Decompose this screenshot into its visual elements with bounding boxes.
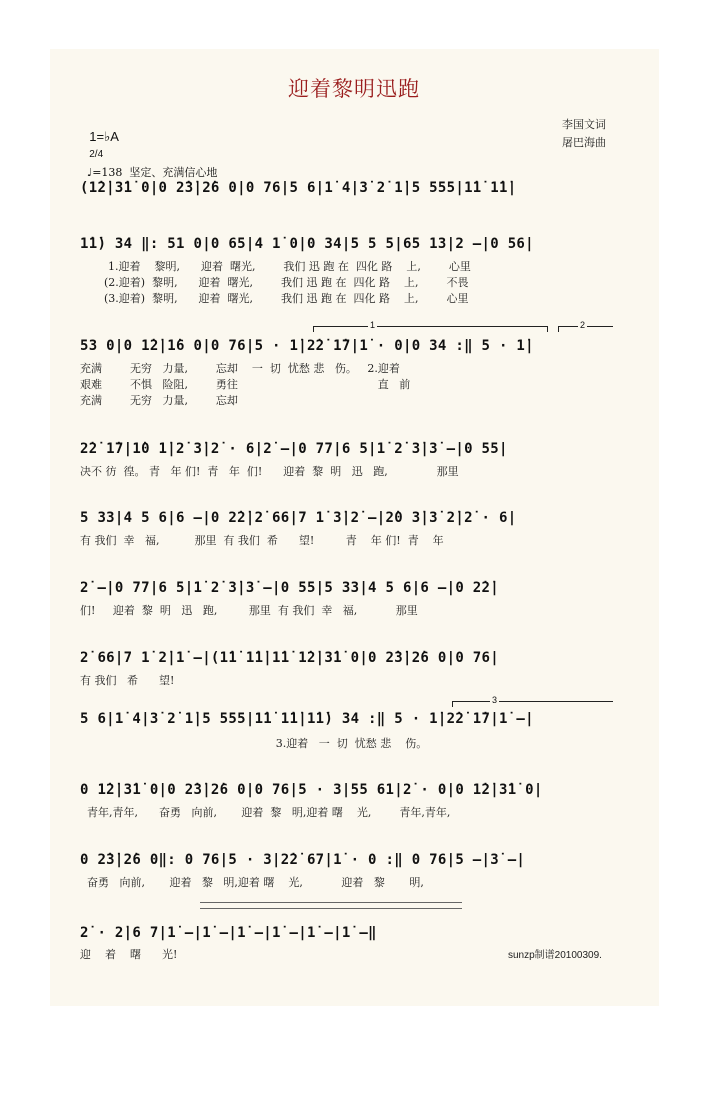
notation-line: 2̇2̇ 1̇7|1̇0 1̇|2̇ 3̇|2̇ · 6|2̇ –|0 77|6 5|1̇ 2̇ 3̇|3̇ –|0 55| [80,441,508,457]
crescendo-line [200,902,462,903]
lyric-line: 3.迎着 一 切 忧愁 悲 伤。 [80,737,428,750]
lyric-line: 有 我们 幸 福, 那里 有 我们 希 望! 青 年 们! 青 年 [80,534,444,547]
lyric-line: 充满 无穷 力量, 忘却 一 切 忧愁 悲 伤。 2.迎着 [80,362,400,375]
tempo-text: =138 坚定、充满信心地 [92,166,218,179]
page-title: 迎着黎明迅跑 [288,77,420,101]
notation-line: 5 33|4 5 6|6 –|0 2̇2̇|2̇ 66|7 1̇ 3̇|2̇ –|2̇0 3̇|3̇ 2̇|2̇ · 6| [80,510,517,526]
lyricist-credit: 李国文词 [562,118,606,131]
volta-number: 1 [370,320,376,330]
notation-line: 1̇1̇) 34 ‖: 51 0|0 65|4 1̇ 0|0 34|5 5 5|65 13|2 –|0 56| [80,236,534,252]
volta-number: 3 [492,695,498,705]
notation-line: 0 1̇2̇|3̇1̇ 0|0 2̇3̇|2̇6 0|0 76|5 · 3|55 61|2̇ · 0|0 1̇2̇|3̇1̇ 0| [80,782,543,798]
time-signature: 2/4 [89,149,104,160]
volta-bracket [313,326,548,332]
lyric-line: 1.迎着 黎明, 迎着 曙光, 我们 迅 跑 在 四化 路 上, 心里 [108,260,471,273]
lyric-line: 决不 彷 徨。 青 年 们! 青 年 们! 迎着 黎 明 迅 跑, 那里 [80,465,459,478]
lyric-line: (2.迎着) 黎明, 迎着 曙光, 我们 迅 跑 在 四化 路 上, 不畏 [104,276,469,289]
lyric-line: 艰难 不惧 险阻, 勇往 直 前 [80,378,411,391]
notation-line: 53 0|0 1̇2̇|1̇6 0|0 76|5 · 1̇|2̇2̇ 1̇7|1̇ · 0|0 34 :‖ 5 · 1̇| [80,338,534,354]
volta-bracket [452,701,613,707]
notation-line: (1̇2̇|3̇1̇ 0|0 2̇3̇|2̇6 0|0 76|5 6|1̇ 4|3̇ 2̇ 1̇|5 555|1̇1̇ 1̇1̇| [80,180,517,196]
lyric-line: 奋勇 向前, 迎着 黎 明,迎着 曙 光, 迎着 黎 明, [80,876,424,889]
notation-line: 0 2̇3̇|2̇6 0‖: 0 76|5 · 3|2̇2̇ 67|1̇ · 0 :‖ 0 76|5 –|3̇ –| [80,852,526,868]
notation-line: 2̇ · 2̇|6 7|1̇ –|1̇ –|1̇ –|1̇ –|1̇ –|1̇ –‖ [80,925,377,941]
lyric-line: 迎 着 曙 光! [80,948,178,961]
lyric-line: 有 我们 希 望! [80,674,175,687]
composer-credit: 屠巴海曲 [562,136,606,149]
notation-line: 2̇ 66|7 1̇ 2̇|1̇ –|(1̇1̇ 1̇1̇|1̇1̇ 1̇2̇|3̇1̇ 0|0 2̇3̇|2̇6 0|0 76| [80,650,499,666]
transcriber-signature: sunzp制谱20100309. [508,950,602,961]
lyric-line: 青年,青年, 奋勇 向前, 迎着 黎 明,迎着 曙 光, 青年,青年, [80,806,451,819]
volta-number: 2 [580,320,586,330]
crescendo-line [200,908,462,909]
lyric-line: (3.迎着) 黎明, 迎着 曙光, 我们 迅 跑 在 四化 路 上, 心里 [104,292,469,305]
tempo-marking [80,151,217,180]
lyric-line: 们! 迎着 黎 明 迅 跑, 那里 有 我们 幸 福, 那里 [80,604,418,617]
key-prefix: 1= [89,129,105,144]
quarter-note-icon: ♩ [87,166,93,179]
notation-line: 5 6|1̇ 4|3̇ 2̇ 1̇|5 555|1̇1̇ 1̇1̇|1̇1̇) 34 :‖ 5 · 1̇|2̇2̇ 1̇7|1̇ –| [80,711,534,727]
notation-line: 2̇ –|0 77|6 5|1̇ 2̇ 3̇|3̇ –|0 55|5 33|4 5 6|6 –|0 2̇2̇| [80,580,499,596]
key-note: ♭A [104,129,119,144]
lyric-line: 充满 无穷 力量, 忘却 [80,394,238,407]
